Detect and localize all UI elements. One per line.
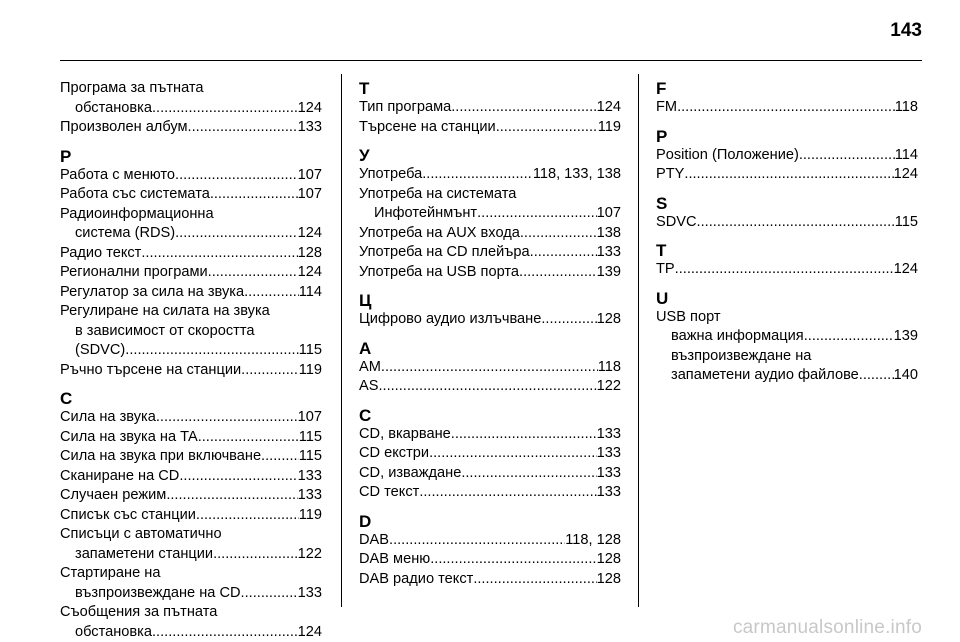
entry-term: Употреба на CD плейъра [359, 244, 530, 260]
index-entry [359, 185, 621, 224]
page-reference: 119 [597, 118, 621, 135]
entry-line [60, 166, 322, 186]
index-entry [60, 166, 322, 186]
page-reference: 107 [596, 205, 621, 221]
entry-term: Произволен албум [60, 119, 188, 135]
entry-term: CD екстри [359, 445, 430, 461]
entry-term-continued: в зависимост от скоростта [75, 322, 255, 339]
section-letter: Ц [359, 291, 372, 310]
entry-line [359, 98, 621, 118]
entry-line [359, 464, 621, 484]
page-reference: 128 [596, 311, 621, 327]
entry-term-continued: Инфотейнмънт [374, 205, 478, 221]
page-reference: 124 [297, 264, 322, 280]
index-entry [60, 118, 322, 138]
page-reference: 128 [297, 244, 322, 261]
index-entry [60, 361, 322, 381]
index-column-1 [60, 79, 322, 642]
entry-line [60, 428, 322, 448]
index-entry [60, 244, 322, 264]
dot-leader [196, 506, 299, 526]
entry-term: DAB [359, 531, 390, 548]
dot-leader [244, 283, 299, 303]
dot-leader [477, 204, 597, 224]
section-letter: Р [60, 146, 72, 166]
entry-line [60, 623, 322, 642]
page-reference: 138 [596, 224, 621, 241]
entry-line [359, 570, 621, 590]
page-reference: 114 [894, 146, 918, 163]
dot-leader [520, 224, 597, 244]
index-entry [359, 377, 621, 397]
entry-line [359, 358, 621, 378]
index-entry [359, 444, 621, 464]
entry-term-continued: обстановка [75, 623, 152, 640]
entry-term: Сила на звука на TA [60, 428, 198, 445]
entry-term: Употреба на AUX входа [359, 224, 520, 241]
dot-leader [473, 570, 596, 590]
entry-term-continued: възпроизвеждане на CD [75, 584, 241, 601]
page-reference: 118, 128 [565, 531, 621, 548]
section-letter: Т [359, 79, 370, 98]
index-entry [656, 260, 918, 280]
index-entry [60, 486, 322, 506]
page-reference: 133 [297, 467, 322, 484]
dot-leader [210, 185, 298, 205]
dot-leader [389, 531, 565, 551]
entry-line [359, 550, 621, 570]
dot-leader [461, 464, 596, 484]
dot-leader [863, 366, 894, 386]
entry-term: Списъци с автоматично [60, 526, 222, 542]
dot-leader [697, 213, 895, 233]
section-letter: С [60, 389, 73, 408]
index-entry [656, 146, 918, 166]
index-entry [60, 283, 322, 303]
page-reference: 124 [596, 99, 621, 115]
entry-line [60, 283, 322, 303]
entry-line [60, 545, 322, 565]
dot-leader [179, 467, 297, 487]
entry-line [60, 603, 322, 623]
entry-term: Употреба [359, 166, 423, 182]
page-reference: 128 [596, 551, 621, 567]
entry-line [60, 467, 322, 487]
page-reference: 107 [297, 166, 322, 183]
entry-line [359, 531, 621, 551]
dot-leader [419, 483, 596, 503]
index-entry [60, 263, 322, 283]
entry-line [656, 146, 918, 166]
dot-leader [677, 98, 895, 118]
entry-term: Регулиране на силата на звука [60, 303, 270, 319]
entry-line [60, 224, 322, 244]
entry-term: CD текст [359, 484, 420, 500]
header-rule [60, 60, 922, 61]
entry-line [60, 205, 322, 225]
section-letter: T [656, 241, 667, 260]
dot-leader [496, 118, 598, 138]
page-reference: 139 [596, 263, 621, 280]
dot-leader [451, 425, 597, 445]
entry-line [60, 322, 322, 342]
dot-leader [175, 224, 298, 244]
entry-term: Position (Положение) [656, 146, 799, 163]
dot-leader [265, 447, 299, 467]
section-letter: C [359, 405, 372, 425]
entry-term: Регулатор за сила на звука [60, 283, 245, 300]
dot-leader [451, 98, 596, 118]
page-reference: 133 [297, 584, 322, 601]
entry-term-continued: (SDVC) [75, 342, 126, 358]
page-reference: 124 [893, 166, 918, 182]
entry-term: Радиоинформационна [60, 205, 214, 222]
index-entry [60, 525, 322, 564]
entry-line [656, 327, 918, 347]
page-reference: 133 [596, 484, 621, 500]
page-reference: 122 [596, 378, 621, 394]
entry-line [359, 224, 621, 244]
page-reference: 133 [596, 464, 621, 481]
dot-leader [213, 545, 298, 565]
entry-line [359, 118, 621, 138]
section-letter: S [656, 193, 668, 213]
entry-term: Съобщения за пътната [60, 604, 218, 620]
page-reference: 115 [894, 213, 918, 230]
page-reference: 133 [596, 445, 621, 461]
dot-leader [381, 358, 598, 378]
entry-term: SDVC [656, 213, 697, 230]
dot-leader [422, 165, 533, 185]
page-reference: 139 [893, 328, 918, 344]
entry-line [60, 506, 322, 526]
index-entry [359, 310, 621, 330]
section-letter: D [359, 511, 372, 531]
entry-term: Работа с менюто [60, 166, 176, 183]
index-entry [359, 570, 621, 590]
entry-line [359, 243, 621, 263]
index-column-2 [359, 79, 621, 589]
index-entry [60, 447, 322, 467]
entry-line [60, 341, 322, 361]
entry-term: Употреба на системата [359, 185, 517, 202]
entry-line [656, 98, 918, 118]
entry-term-continued: запаметени станции [75, 545, 214, 562]
dot-leader [430, 550, 596, 570]
entry-line [60, 361, 322, 381]
dot-leader [530, 243, 597, 263]
index-entry [60, 408, 322, 428]
index-entry [656, 98, 918, 118]
dot-leader [188, 118, 298, 138]
entry-term: CD, вкарване [359, 425, 451, 442]
entry-term: Ръчно търсене на станции [60, 361, 242, 378]
index-entry [359, 243, 621, 263]
page-reference: 115 [298, 448, 322, 464]
entry-term: AM [359, 358, 381, 375]
dot-leader [125, 341, 298, 361]
index-column-3 [656, 79, 918, 386]
entry-term: AS [359, 378, 379, 394]
entry-line [656, 347, 918, 367]
page-reference: 119 [298, 506, 322, 523]
entry-term: Списък със станции [60, 506, 196, 523]
entry-line [60, 79, 322, 99]
entry-term: USB порт [656, 308, 721, 325]
entry-term: важна информация [671, 328, 804, 344]
entry-line [359, 310, 621, 330]
entry-line [60, 244, 322, 264]
page-reference: 124 [297, 225, 322, 241]
page-reference: 119 [298, 361, 322, 378]
index-entry [359, 263, 621, 283]
dot-leader [152, 99, 298, 119]
dot-leader [141, 244, 297, 264]
dot-leader [519, 263, 597, 283]
entry-term: възпроизвеждане на [671, 347, 812, 364]
page-reference: 133 [297, 487, 322, 503]
dot-leader [799, 146, 895, 166]
page-reference: 115 [298, 428, 322, 445]
entry-line [60, 486, 322, 506]
entry-term: FM [656, 99, 678, 115]
entry-line [359, 165, 621, 185]
index-entry [359, 550, 621, 570]
entry-term: Сканиране на CD [60, 467, 180, 484]
dot-leader [198, 428, 299, 448]
index-entry [60, 428, 322, 448]
entry-term: Сила на звука при включване. [60, 448, 266, 464]
index-entry [359, 464, 621, 484]
column-divider-2 [638, 74, 639, 607]
index-entry [359, 358, 621, 378]
dot-leader [541, 310, 596, 330]
index-entry [656, 327, 918, 347]
dot-leader [241, 584, 298, 604]
dot-leader [675, 260, 894, 280]
page-reference: 122 [297, 545, 322, 562]
index-entry [60, 467, 322, 487]
page-reference: 124 [893, 261, 918, 277]
dot-leader [175, 166, 298, 186]
entry-term-continued: запаметени аудио файлове. [671, 367, 863, 383]
entry-term: TP [656, 261, 675, 277]
page-reference: 133 [297, 119, 322, 135]
section-letter: У [359, 146, 370, 165]
entry-line [656, 308, 918, 328]
index-entry [60, 79, 322, 118]
page-reference: 140 [893, 367, 918, 383]
entry-term-continued: система (RDS) [75, 225, 176, 241]
entry-term: Търсене на станции [359, 118, 496, 135]
index-entry [359, 165, 621, 185]
index-entry [60, 302, 322, 361]
entry-line [359, 444, 621, 464]
index-entry [359, 483, 621, 503]
entry-term: Тип програма [359, 99, 452, 115]
page-reference: 118 [894, 99, 918, 115]
index-entry [359, 98, 621, 118]
index-entry [60, 185, 322, 205]
index-entry [656, 347, 918, 386]
entry-line [656, 366, 918, 386]
entry-line [656, 165, 918, 185]
dot-leader [804, 327, 894, 347]
page-reference: 118, 133, 138 [532, 166, 621, 182]
index-entry [60, 564, 322, 603]
index-entry [60, 603, 322, 642]
entry-line [60, 408, 322, 428]
index-entry [359, 425, 621, 445]
section-letter: P [656, 126, 668, 146]
index-entry [359, 118, 621, 138]
entry-term: Сила на звука [60, 409, 156, 425]
dot-leader [684, 165, 893, 185]
dot-leader [156, 408, 298, 428]
entry-line [60, 525, 322, 545]
entry-term: Цифрово аудио излъчване [359, 311, 542, 327]
index-entry [656, 308, 918, 328]
entry-line [60, 99, 322, 119]
dot-leader [208, 263, 298, 283]
index-entry [656, 213, 918, 233]
page-reference: 107 [297, 409, 322, 425]
entry-line [60, 263, 322, 283]
entry-line [359, 377, 621, 397]
page-number: 143 [890, 20, 922, 41]
entry-term: PTY [656, 166, 685, 182]
page-reference: 118 [597, 358, 621, 375]
dot-leader [166, 486, 297, 506]
index-entry [60, 506, 322, 526]
dot-leader [241, 361, 299, 381]
entry-line [359, 263, 621, 283]
dot-leader [378, 377, 596, 397]
page-reference: 124 [297, 99, 322, 116]
entry-term: Употреба на USB порта [359, 263, 520, 280]
index-entry [60, 205, 322, 244]
index-entry [359, 531, 621, 551]
dot-leader [429, 444, 597, 464]
entry-term: Стартиране на [60, 565, 161, 581]
entry-line [60, 584, 322, 604]
entry-line [60, 447, 322, 467]
entry-term: Работа със системата [60, 186, 210, 202]
page-reference: 133 [596, 425, 621, 442]
column-divider-1 [341, 74, 342, 607]
page-reference: 115 [298, 342, 322, 358]
section-letter: F [656, 79, 667, 98]
entry-term: Радио текст [60, 244, 142, 261]
page-reference: 128 [596, 570, 621, 587]
entry-term: DAB меню [359, 551, 431, 567]
entry-line [359, 483, 621, 503]
section-letter: U [656, 288, 669, 308]
entry-term: Програма за пътната [60, 80, 204, 96]
page-reference: 107 [297, 186, 322, 202]
entry-line [359, 185, 621, 205]
entry-line [656, 260, 918, 280]
entry-term-continued: обстановка [75, 99, 152, 116]
entry-term: Случаен режим [60, 487, 167, 503]
watermark: carmanualsonline.info [732, 617, 922, 638]
page-reference: 124 [297, 623, 322, 640]
entry-term: DAB радио текст [359, 570, 474, 587]
entry-line [359, 204, 621, 224]
page-reference: 114 [298, 283, 322, 300]
entry-line [60, 302, 322, 322]
index-entry [656, 165, 918, 185]
entry-line [60, 185, 322, 205]
entry-line [60, 118, 322, 138]
page-reference: 133 [596, 244, 621, 260]
entry-term: Регионални програми [60, 264, 208, 280]
entry-line [359, 425, 621, 445]
dot-leader [152, 623, 298, 642]
index-entry [359, 224, 621, 244]
entry-term: CD, изваждане [359, 464, 462, 481]
entry-line [656, 213, 918, 233]
section-letter: A [359, 338, 372, 358]
entry-line [60, 564, 322, 584]
